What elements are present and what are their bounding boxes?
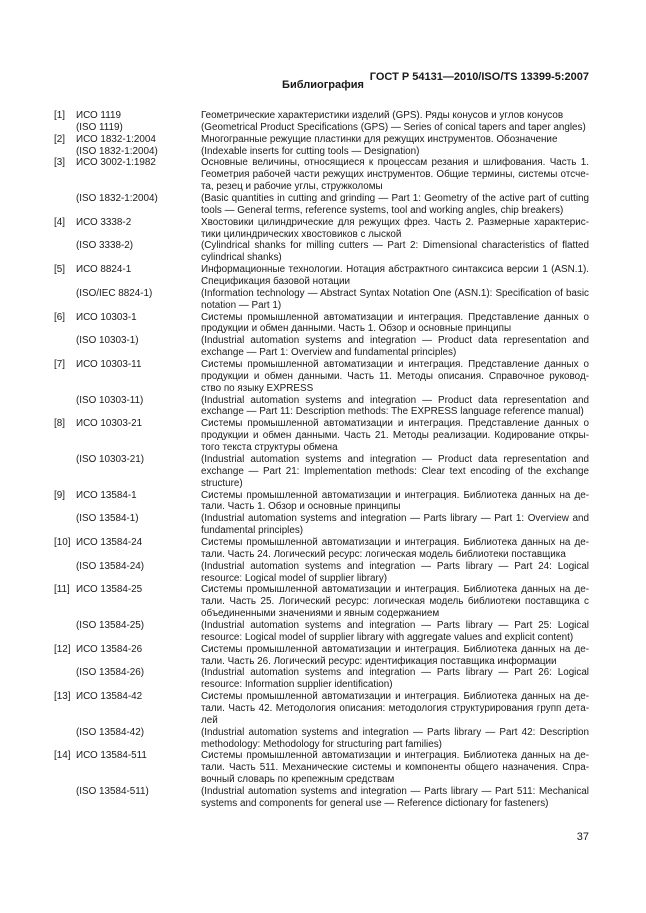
entry-title xyxy=(201,750,589,786)
entry-title-line: Системы промышленной автоматизации и интеграция. Библиотека данных на де- xyxy=(201,643,589,655)
entry-title-line: Геометрия рабочей части режущих инструментов. Общие термины, системы отсче- xyxy=(201,169,589,181)
entry-title-line: тали. Часть 25. Логический ресурс: логическая модель библиотеки поставщика с xyxy=(201,596,589,608)
entry-number: [11] xyxy=(54,584,70,596)
document-header: ГОСТ Р 54131—2010/ISO/TS 13399-5:2007 xyxy=(369,71,589,83)
entry-number: [2] xyxy=(54,133,65,145)
standard-code: (ISO 13584-26) xyxy=(76,667,145,679)
standard-code: (ISO 1832-1:2004) xyxy=(76,145,158,157)
standard-code: ИСО 13584-26 xyxy=(76,643,143,655)
standard-code: ИСО 13584-42 xyxy=(76,691,143,703)
entry-number xyxy=(54,335,76,359)
standard-code: ИСО 13584-25 xyxy=(76,584,143,596)
standard-code: (ISO 1119) xyxy=(76,121,123,133)
entry-number: [6] xyxy=(54,311,65,323)
entry-title-line: (Industrial automation systems and integration — Product data representation and xyxy=(201,335,589,347)
entry-title-line: Системы промышленной автоматизации и интеграция. Библиотека данных на де- xyxy=(201,584,589,596)
entry-number xyxy=(54,620,76,644)
standard-code: (ISO 10303-1) xyxy=(76,335,139,347)
entry-number xyxy=(54,454,76,490)
bibliography-entry xyxy=(54,727,589,751)
entry-title xyxy=(201,217,589,241)
bibliography-entry xyxy=(54,644,589,668)
entry-title-line: тали. Часть 24. Логический ресурс: логическая модель библиотеки поставщика xyxy=(201,548,566,560)
entry-title-line: (Cylindrical shanks for milling cutters — Part 2: Dimensional characteristics of flatted xyxy=(201,240,589,252)
standard-code: ИСО 1832-1:2004 xyxy=(76,133,156,145)
entry-title xyxy=(201,122,589,134)
entry-title-line: Геометрические характеристики изделий (GPS). Ряды конусов и углов конусов xyxy=(201,110,564,121)
bibliography-entry xyxy=(54,667,589,691)
bibliography-entry xyxy=(54,584,589,620)
bibliography-entry xyxy=(54,110,589,122)
entry-title-line: тали. Часть 1. Обзор и основные принципы xyxy=(201,501,401,513)
entry-title-line: exchange — Part 21: Implementation methods: Clear text encoding of the exchange xyxy=(201,465,589,477)
entry-title-line: (Indexable inserts for cutting tools — Designation) xyxy=(201,145,420,157)
entry-title xyxy=(201,513,589,537)
entry-title xyxy=(201,193,589,217)
entry-title xyxy=(201,691,589,727)
entry-number xyxy=(54,727,76,751)
entry-title xyxy=(201,537,589,561)
entry-title-line: notation — Part 1) xyxy=(201,299,282,311)
entry-title xyxy=(201,146,589,158)
entry-title-line: fundamental principles) xyxy=(201,525,304,537)
bibliography-entry xyxy=(54,454,589,490)
entry-number xyxy=(54,240,76,264)
entry-title-line: того текста структуры обмена xyxy=(201,442,338,454)
page-number: 37 xyxy=(576,831,589,843)
bibliography-entry xyxy=(54,122,589,134)
bibliography-list xyxy=(54,110,589,810)
entry-title-line: tools — General terms, reference systems, tool and working angles, chip breakers) xyxy=(201,204,564,216)
entry-title-line: (Industrial automation systems and integration — Parts library — Part 1: Overview and xyxy=(201,513,589,525)
entry-title xyxy=(201,418,589,454)
entry-number: [4] xyxy=(54,216,65,228)
standard-code: ИСО 3002-1:1982 xyxy=(76,157,156,169)
entry-title-line: тали. Часть 42. Методология описания: методология структурирования групп дета- xyxy=(201,702,589,714)
bibliography-entry xyxy=(54,240,589,264)
standard-code: (ISO 10303-11) xyxy=(76,394,144,406)
page-title: Библиография xyxy=(282,79,364,91)
entry-title-line: объединенными значениями и явным содержанием xyxy=(201,608,440,620)
standard-code: ИСО 10303-1 xyxy=(76,311,137,323)
entry-number xyxy=(54,122,76,134)
entry-title xyxy=(201,490,589,514)
entry-number xyxy=(54,513,76,537)
bibliography-entry xyxy=(54,490,589,514)
standard-code: (ISO 1832-1:2004) xyxy=(76,193,158,205)
standard-code: ИСО 13584-24 xyxy=(76,536,143,548)
entry-title-line: (Information technology — Abstract Syntax Notation One (ASN.1): Specification of basic xyxy=(201,287,589,299)
entry-title xyxy=(201,134,589,146)
bibliography-entry xyxy=(54,146,589,158)
entry-title-line: продукции и обмен данными. Часть 21. Методы реализации. Кодирование откры- xyxy=(201,430,589,442)
bibliography-entry xyxy=(54,288,589,312)
standard-code: ИСО 10303-21 xyxy=(76,418,143,430)
standard-code: ИСО 13584-511 xyxy=(76,750,147,762)
bibliography-entry xyxy=(54,513,589,537)
entry-title-line: Системы промышленной автоматизации и интеграция. Библиотека данных на де- xyxy=(201,489,589,501)
bibliography-entry xyxy=(54,157,589,193)
entry-title-line: (Geometrical Product Specifications (GPS) — Series of conical tapers and taper angles) xyxy=(201,121,586,133)
standard-code: (ISO 10303-21) xyxy=(76,453,145,465)
entry-title-line: resource: Logical model of supplier library with aggregate values and explicit content) xyxy=(201,631,574,643)
entry-title xyxy=(201,644,589,668)
entry-title-line: exchange — Part 11: Description methods: The EXPRESS language reference manual) xyxy=(201,406,584,418)
standard-code: (ISO 3338-2) xyxy=(76,240,134,252)
bibliography-entry xyxy=(54,786,589,810)
entry-title-line: Системы промышленной автоматизации и интеграция. Библиотека данных на де- xyxy=(201,536,589,548)
entry-number: [7] xyxy=(54,359,65,371)
entry-number: [10] xyxy=(54,536,71,548)
bibliography-entry xyxy=(54,537,589,561)
entry-title-line: продукции и обмен данными. Часть 11. Методы описания. Справочное руковод- xyxy=(201,370,589,382)
entry-title-line: Системы промышленной автоматизации и интеграция. Библиотека данных на де- xyxy=(201,750,589,762)
entry-title-line: та, резец и рабочие углы, стружколомы xyxy=(201,181,383,193)
entry-title xyxy=(201,359,589,395)
entry-title-line: ство по языку EXPRESS xyxy=(201,382,314,394)
entry-title xyxy=(201,288,589,312)
entry-number xyxy=(54,667,76,691)
standard-code: ИСО 1119 xyxy=(76,110,121,121)
entry-number: [14] xyxy=(54,750,71,762)
bibliography-entry xyxy=(54,395,589,419)
entry-number xyxy=(54,786,76,810)
bibliography-entry xyxy=(54,264,589,288)
standard-code: ИСО 13584-1 xyxy=(76,489,137,501)
bibliography-entry xyxy=(54,335,589,359)
entry-number xyxy=(54,561,76,585)
entry-title xyxy=(201,312,589,336)
entry-title xyxy=(201,110,589,122)
entry-title-line: продукции и обмен данными. Часть 1. Обзор и основные принципы xyxy=(201,323,512,335)
bibliography-entry xyxy=(54,134,589,146)
entry-title-line: systems and components for general use — Reference dictionary for fasteners) xyxy=(201,797,549,809)
standard-code: (ISO 13584-25) xyxy=(76,619,145,631)
entry-number xyxy=(54,395,76,419)
standard-code: ИСО 3338-2 xyxy=(76,216,132,228)
entry-title-line: (Industrial automation systems and integration — Parts library — Part 511: Mechanical xyxy=(201,785,589,797)
entry-title xyxy=(201,454,589,490)
bibliography-entry xyxy=(54,750,589,786)
standard-code: (ISO/IEC 8824-1) xyxy=(76,287,153,299)
entry-number: [12] xyxy=(54,643,71,655)
entry-title-line: Системы промышленной автоматизации и интеграция. Представление данных о xyxy=(201,418,589,430)
entry-title-line: лей xyxy=(201,714,218,726)
entry-title-line: cylindrical shanks) xyxy=(201,252,282,264)
entry-title-line: тали. Часть 26. Логический ресурс: идентификация поставщика информации xyxy=(201,655,557,667)
entry-title xyxy=(201,395,589,419)
entry-title-line: resource: Logical model of supplier library) xyxy=(201,572,388,584)
entry-title-line: (Industrial automation systems and integration — Product data representation and xyxy=(201,453,589,465)
entry-title-line: Информационные технологии. Нотация абстрактного синтаксиса версии 1 (ASN.1). xyxy=(201,264,589,276)
entry-title-line: (Basic quantities in cutting and grinding — Part 1: Geometry of the active part of cutting xyxy=(201,193,589,205)
entry-title-line: (Industrial automation systems and integration — Parts library — Part 26: Logical xyxy=(201,667,589,679)
entry-number: [13] xyxy=(54,691,71,703)
standard-code: ИСО 10303-11 xyxy=(76,359,142,371)
standard-code: (ISO 13584-1) xyxy=(76,513,139,525)
entry-title-line: (Industrial automation systems and integration — Parts library — Part 25: Logical xyxy=(201,619,589,631)
entry-number xyxy=(54,146,76,158)
entry-title-line: resource: Information supplier identification) xyxy=(201,679,393,691)
entry-title-line: Хвостовики цилиндрические для режущих фрез. Часть 2. Размерные характерис- xyxy=(201,216,589,228)
bibliography-entry xyxy=(54,359,589,395)
entry-title-line: Многогранные режущие пластинки для режущих инструментов. Обозначение xyxy=(201,133,558,145)
standard-code: ИСО 8824-1 xyxy=(76,264,132,276)
entry-title-line: Системы промышленной автоматизации и интеграция. Представление данных о xyxy=(201,359,589,371)
entry-title-line: тали. Часть 511. Механические системы и компоненты общего назначения. Спра- xyxy=(201,762,589,774)
entry-title xyxy=(201,620,589,644)
entry-number xyxy=(54,288,76,312)
bibliography-entry xyxy=(54,418,589,454)
entry-title-line: structure) xyxy=(201,477,243,489)
entry-title-line: Спецификация базовой нотации xyxy=(201,276,351,288)
entry-number: [8] xyxy=(54,418,65,430)
entry-title-line: тики цилиндрических хвостовиков с лыской xyxy=(201,228,402,240)
entry-title xyxy=(201,335,589,359)
bibliography-entry xyxy=(54,691,589,727)
entry-title xyxy=(201,157,589,193)
entry-title xyxy=(201,727,589,751)
entry-title-line: exchange — Part 1: Overview and fundamental principles) xyxy=(201,347,457,359)
bibliography-entry xyxy=(54,193,589,217)
bibliography-entry xyxy=(54,312,589,336)
entry-title-line: вочный словарь по крепежным средствам xyxy=(201,774,395,786)
entry-number: [1] xyxy=(54,110,65,121)
entry-title xyxy=(201,561,589,585)
entry-number: [9] xyxy=(54,489,65,501)
standard-code: (ISO 13584-42) xyxy=(76,726,145,738)
entry-title xyxy=(201,240,589,264)
entry-title-line: methodology: Methodology for structuring part families) xyxy=(201,738,442,750)
entry-title xyxy=(201,264,589,288)
entry-title-line: Системы промышленной автоматизации и интеграция. Представление данных о xyxy=(201,311,589,323)
entry-title-line: (Industrial automation systems and integration — Parts library — Part 24: Logical xyxy=(201,560,589,572)
entry-number xyxy=(54,193,76,217)
entry-title-line: (Industrial automation systems and integration — Parts library — Part 42: Description xyxy=(201,726,589,738)
bibliography-entry xyxy=(54,561,589,585)
bibliography-entry xyxy=(54,217,589,241)
bibliography-entry xyxy=(54,620,589,644)
standard-code: (ISO 13584-511) xyxy=(76,785,149,797)
entry-title-line: (Industrial automation systems and integration — Product data representation and xyxy=(201,394,589,406)
entry-title xyxy=(201,584,589,620)
entry-title-line: Основные величины, относящиеся к процессам резания и шлифования. Часть 1. xyxy=(201,157,589,169)
entry-title xyxy=(201,786,589,810)
entry-number: [5] xyxy=(54,264,65,276)
entry-title-line: Системы промышленной автоматизации и интеграция. Библиотека данных на де- xyxy=(201,691,589,703)
entry-number: [3] xyxy=(54,157,65,169)
standard-code: (ISO 13584-24) xyxy=(76,560,145,572)
entry-title xyxy=(201,667,589,691)
